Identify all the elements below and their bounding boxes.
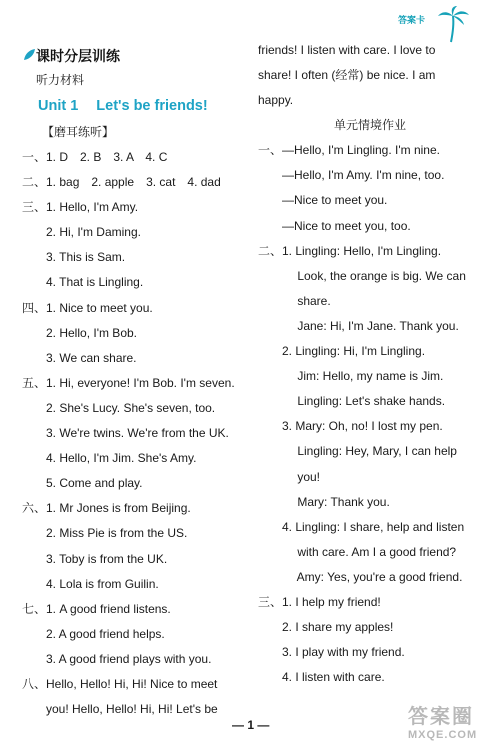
section-title-text: 课时分层训练 <box>36 48 120 64</box>
answer-line: 八、Hello, Hello! Hi, Hi! Nice to meet <box>22 676 218 691</box>
box-title: 【磨耳练听】 <box>42 125 115 139</box>
answer-line: Amy: Yes, you're a good friend. <box>258 569 463 584</box>
answer-line: 3. I play with my friend. <box>258 645 405 660</box>
unit-number: Unit 1 <box>38 98 79 114</box>
answer-line: 4. I listen with care. <box>258 670 385 685</box>
answer-line: 2. Lingling: Hi, I'm Lingling. <box>258 344 426 359</box>
answer-line: share! I often (经常) be nice. I am <box>258 68 436 83</box>
answer-line: Lingling: Let's shake hands. <box>258 394 446 409</box>
answer-line: 六、1. Mr Jones is from Beijing. <box>22 501 191 516</box>
answer-line: 2. Hello, I'm Bob. <box>22 325 137 340</box>
section-title <box>22 44 257 68</box>
answer-line: Look, the orange is big. We can <box>258 268 466 283</box>
answer-line: share. <box>258 293 331 308</box>
answer-line: 5. Come and play. <box>22 476 143 491</box>
answer-line: 2. She's Lucy. She's seven, too. <box>22 400 216 415</box>
watermark <box>408 700 494 744</box>
answer-line: you! Hello, Hello! Hi, Hi! Let's be <box>22 702 218 717</box>
answer-line: 4. Lola is from Guilin. <box>22 576 159 591</box>
answer-line: 三、1. Hello, I'm Amy. <box>22 200 139 215</box>
watermark-bottom: MXQE.COM <box>408 729 478 741</box>
answer-line: 2. A good friend helps. <box>22 626 165 641</box>
answer-line: 一、1. D 2. B 3. A 4. C <box>22 150 168 164</box>
answer-line: 五、1. Hi, everyone! I'm Bob. I'm seven. <box>22 375 235 390</box>
answer-line: 2. Hi, I'm Daming. <box>22 225 141 240</box>
right-section-title: 单元情境作业 <box>334 118 407 133</box>
answer-line: 一、—Hello, I'm Lingling. I'm nine. <box>258 143 440 158</box>
answer-line: 2. Miss Pie is from the US. <box>22 526 188 541</box>
answer-line: Jane: Hi, I'm Jane. Thank you. <box>258 318 459 333</box>
answer-line: 4. Hello, I'm Jim. She's Amy. <box>22 451 197 466</box>
left-column <box>22 44 257 722</box>
answer-line: 3. We're twins. We're from the UK. <box>22 426 229 441</box>
answer-line: 4. Lingling: I share, help and listen <box>258 519 465 534</box>
answer-line: 2. I share my apples! <box>258 620 394 635</box>
answer-line: —Nice to meet you. <box>258 193 388 208</box>
leaf-icon <box>22 48 36 62</box>
answer-line: —Hello, I'm Amy. I'm nine, too. <box>258 168 445 183</box>
answer-line: with care. Am I a good friend? <box>258 544 457 559</box>
answer-line: 3. This is Sam. <box>22 250 126 265</box>
right-answer-list <box>258 138 493 690</box>
answer-line: 4. That is Lingling. <box>22 275 144 290</box>
answer-line: friends! I listen with care. I love to <box>258 43 436 57</box>
answer-line: 3. A good friend plays with you. <box>22 651 212 666</box>
sub-label: 听力材料 <box>36 73 85 87</box>
answer-line: 3. Toby is from the UK. <box>22 551 168 566</box>
answer-line: 二、1. bag 2. apple 3. cat 4. dad <box>22 175 221 190</box>
answer-line: 二、1. Lingling: Hello, I'm Lingling. <box>258 243 442 258</box>
answer-line: happy. <box>258 93 294 108</box>
left-answer-list <box>22 145 257 722</box>
answer-line: Jim: Hello, my name is Jim. <box>258 369 444 384</box>
answer-line: —Nice to meet you, too. <box>258 218 411 233</box>
unit-name: Let's be friends! <box>96 98 208 114</box>
right-column <box>258 38 493 690</box>
header-label: 答案卡 <box>398 15 426 25</box>
unit-title <box>22 92 257 120</box>
answer-line: 七、1. A good friend listens. <box>22 601 171 616</box>
watermark-top: 答案圈 <box>408 706 474 728</box>
answer-line: you! <box>258 469 321 484</box>
answer-line: 三、1. I help my friend! <box>258 594 381 609</box>
answer-line: 3. We can share. <box>22 350 137 365</box>
right-continuation-list <box>258 38 493 113</box>
page-number: — 1 — <box>232 718 270 732</box>
answer-line: Mary: Thank you. <box>258 494 390 509</box>
answer-line: 四、1. Nice to meet you. <box>22 300 153 315</box>
answer-line: Lingling: Hey, Mary, I can help <box>258 444 457 459</box>
answer-line: 3. Mary: Oh, no! I lost my pen. <box>258 419 443 434</box>
